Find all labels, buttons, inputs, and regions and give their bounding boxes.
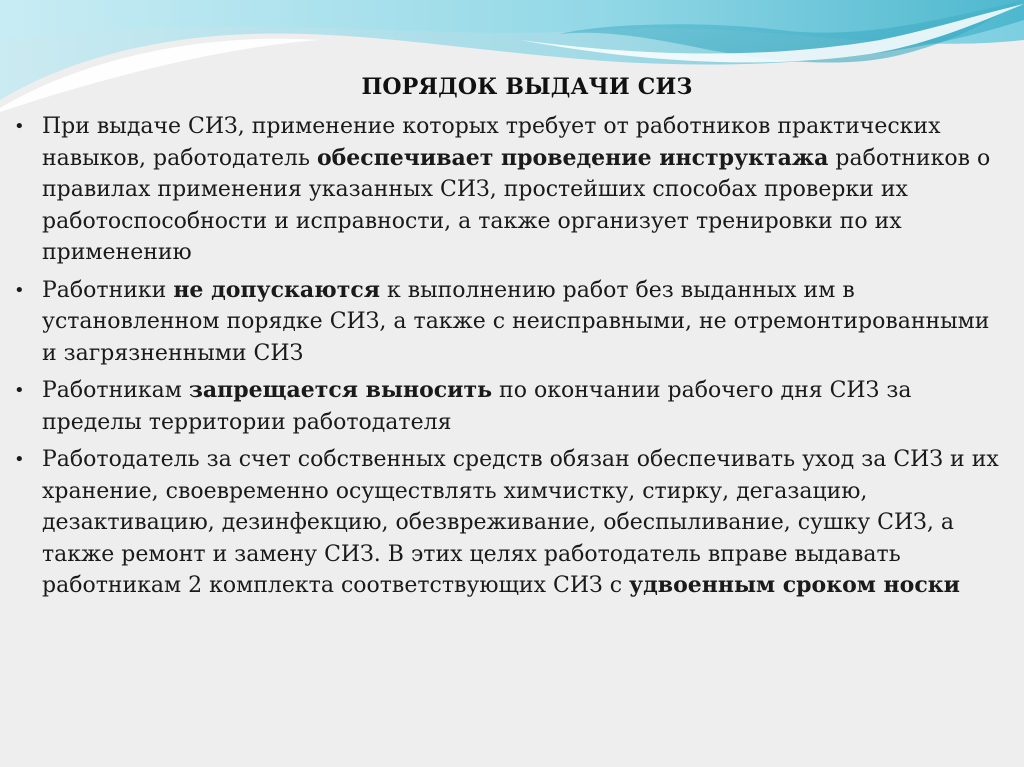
bullet-text: Работодатель за счет собственных средств обязан обеспечивать уход за СИЗ и их хранение, своевременно осуществлять химчистку, стирку, дегазацию, дезактивацию, дезинфекцию, обезвреживание, обеспыливание, сушку СИЗ, а также ремонт и замену СИЗ. В этих целях работодатель вправе выдавать работникам 2 комплекта соответствующих СИЗ с удвоенным сроком носки [42, 447, 999, 598]
bullet-list [14, 111, 1004, 608]
slide-title: ПОРЯДОК ВЫДАЧИ СИЗ [361, 74, 693, 100]
bold-emphasis: не допускаются [173, 276, 380, 303]
bold-emphasis: удвоенным сроком носки [629, 572, 960, 598]
bold-emphasis: запрещается выносить [188, 377, 493, 403]
bold-emphasis: обеспечивает проведение инструктажа [316, 144, 829, 171]
bullet-text: Работникам запрещается выносить по окончании рабочего дня СИЗ за пределы территории работодателя [42, 377, 912, 435]
header-wave-decoration [0, 0, 1024, 120]
bullet-icon: • [14, 449, 25, 470]
bullet-item [14, 444, 1004, 602]
bullet-text: При выдаче СИЗ, применение которых требует от работников практических навыков, работодатель обеспечивает проведение инструктажа работников о правилах применения указанных СИЗ, простейших способах проверки их работоспособности и исправности, а также организует тренировки по их применению [42, 114, 991, 265]
bullet-item [14, 375, 1004, 438]
bullet-text: Работники не допускаются к выполнению работ без выданных им в установленном порядке СИЗ, а также с неисправными, не отремонтированными и загрязненными СИЗ [42, 276, 990, 366]
bullet-item [14, 275, 1004, 370]
bullet-item [14, 111, 1004, 269]
bullet-icon: • [14, 279, 25, 301]
bullet-icon: • [14, 380, 25, 401]
bullet-icon: • [14, 116, 25, 137]
